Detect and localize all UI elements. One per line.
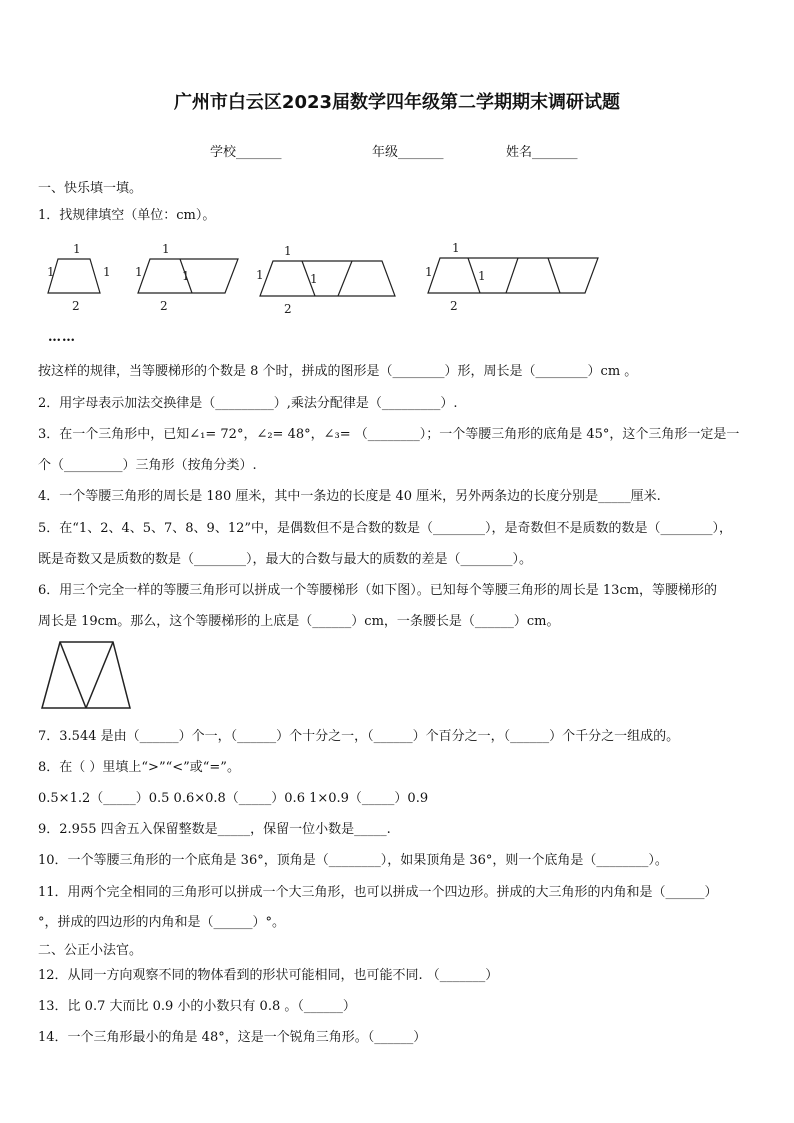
pattern-shape-1 — [48, 259, 100, 293]
shape3-bottom-label: 2 — [284, 302, 292, 316]
question-8: 8．在（ ）里填上“>”“<”或“=”。 — [38, 760, 240, 775]
question-11-line-1: 11．用两个完全相同的三角形可以拼成一个大三角形，也可以拼成一个四边形。拼成的大三角形的内角和是（______） — [38, 885, 718, 900]
shape3-inner-label: 1 — [310, 272, 318, 286]
question-11-line-2: °，拼成的四边形的内角和是（______）°。 — [38, 915, 286, 930]
question-13: 13．比 0.7 大而比 0.9 小的小数只有 0.8 。（______） — [38, 999, 356, 1014]
question-3-line-2: 个（_________）三角形（按角分类）. — [38, 458, 257, 473]
question-3-line-1: 3．在一个三角形中，已知∠₁= 72°，∠₂= 48°，∠₃= （________）；一个等腰三角形的底角是 45°，这个三角形一定是一 — [38, 427, 740, 442]
shape1-top-label: 1 — [73, 242, 81, 256]
question-6-line-2: 周长是 19cm。那么，这个等腰梯形的上底是（______）cm，一条腰长是（______）cm。 — [38, 614, 560, 629]
shape2-bottom-label: 2 — [160, 299, 168, 313]
shape4-inner-label: 1 — [478, 269, 486, 283]
section-heading-1: 一、快乐填一填。 — [38, 181, 143, 196]
trapezoid-pattern-figure — [40, 238, 610, 318]
shape4-bottom-label: 2 — [450, 299, 458, 313]
question-6-line-1: 6．用三个完全一样的等腰三角形可以拼成一个等腰梯形（如下图）。已知每个等腰三角形的周长是 13cm，等腰梯形的 — [38, 583, 718, 598]
question-1: 1．找规律填空（单位：cm）。 — [38, 208, 216, 223]
shape4-top-label: 1 — [452, 241, 460, 255]
question-7: 7．3.544 是由（______）个一，（______）个十分之一，（______）个百分之一，（______）个千分之一组成的。 — [38, 729, 680, 744]
shape3-top-label: 1 — [284, 244, 292, 258]
question-5-line-2: 既是奇数又是质数的数是（________），最大的合数与最大的质数的差是（________）。 — [38, 552, 533, 567]
question-10: 10．一个等腰三角形的一个底角是 36°，顶角是（________），如果顶角是 36°，则一个底角是（________）。 — [38, 853, 668, 868]
shape2-inner-label: 1 — [182, 269, 190, 283]
shape2-top-label: 1 — [162, 242, 170, 256]
shape1-side-label: 1 — [103, 265, 111, 279]
section-heading-2: 二、公正小法官。 — [38, 943, 143, 958]
question-1-continued: 按这样的规律，当等腰梯形的个数是 8 个时，拼成的图形是（________）形，周长是（________）cm 。 — [38, 364, 638, 379]
page-title: 广州市白云区2023届数学四年级第二学期期末调研试题 — [173, 92, 621, 113]
question-5-line-1: 5．在“1、2、4、5、7、8、9、12”中，是偶数但不是合数的数是（________），是奇数但不是质数的数是（________）， — [38, 521, 733, 536]
continuation-dots: …… — [48, 330, 76, 345]
pattern-shape-4 — [428, 258, 598, 293]
grade-field: 年级_______ — [372, 145, 444, 160]
question-12: 12．从同一方向观察不同的物体看到的形状可能相同，也可能不同. （_______） — [38, 968, 499, 983]
question-14: 14．一个三角形最小的角是 48°，这是一个锐角三角形。（______） — [38, 1030, 427, 1045]
question-4: 4．一个等腰三角形的周长是 180 厘米，其中一条边的长度是 40 厘米，另外两条边的长度分别是_____厘米. — [38, 489, 661, 504]
question-9: 9．2.955 四舍五入保留整数是_____，保留一位小数是_____. — [38, 822, 391, 837]
shape2-side-label: 1 — [135, 265, 143, 279]
three-triangle-trapezoid-figure — [38, 638, 138, 712]
pattern-shape-3 — [260, 261, 395, 296]
question-2: 2．用字母表示加法交换律是（_________）,乘法分配律是（_________）. — [38, 396, 458, 411]
question-8-items: 0.5×1.2（_____）0.5 0.6×0.8（_____）0.6 1×0.9（_____）0.9 — [38, 791, 429, 806]
shape4-side-label: 1 — [425, 265, 433, 279]
shape3-side-label: 1 — [256, 268, 264, 282]
shape1-bottom-label: 2 — [72, 299, 80, 313]
shape1-side-label: 1 — [47, 265, 55, 279]
name-field: 姓名_______ — [506, 145, 578, 160]
school-field: 学校_______ — [210, 145, 282, 160]
